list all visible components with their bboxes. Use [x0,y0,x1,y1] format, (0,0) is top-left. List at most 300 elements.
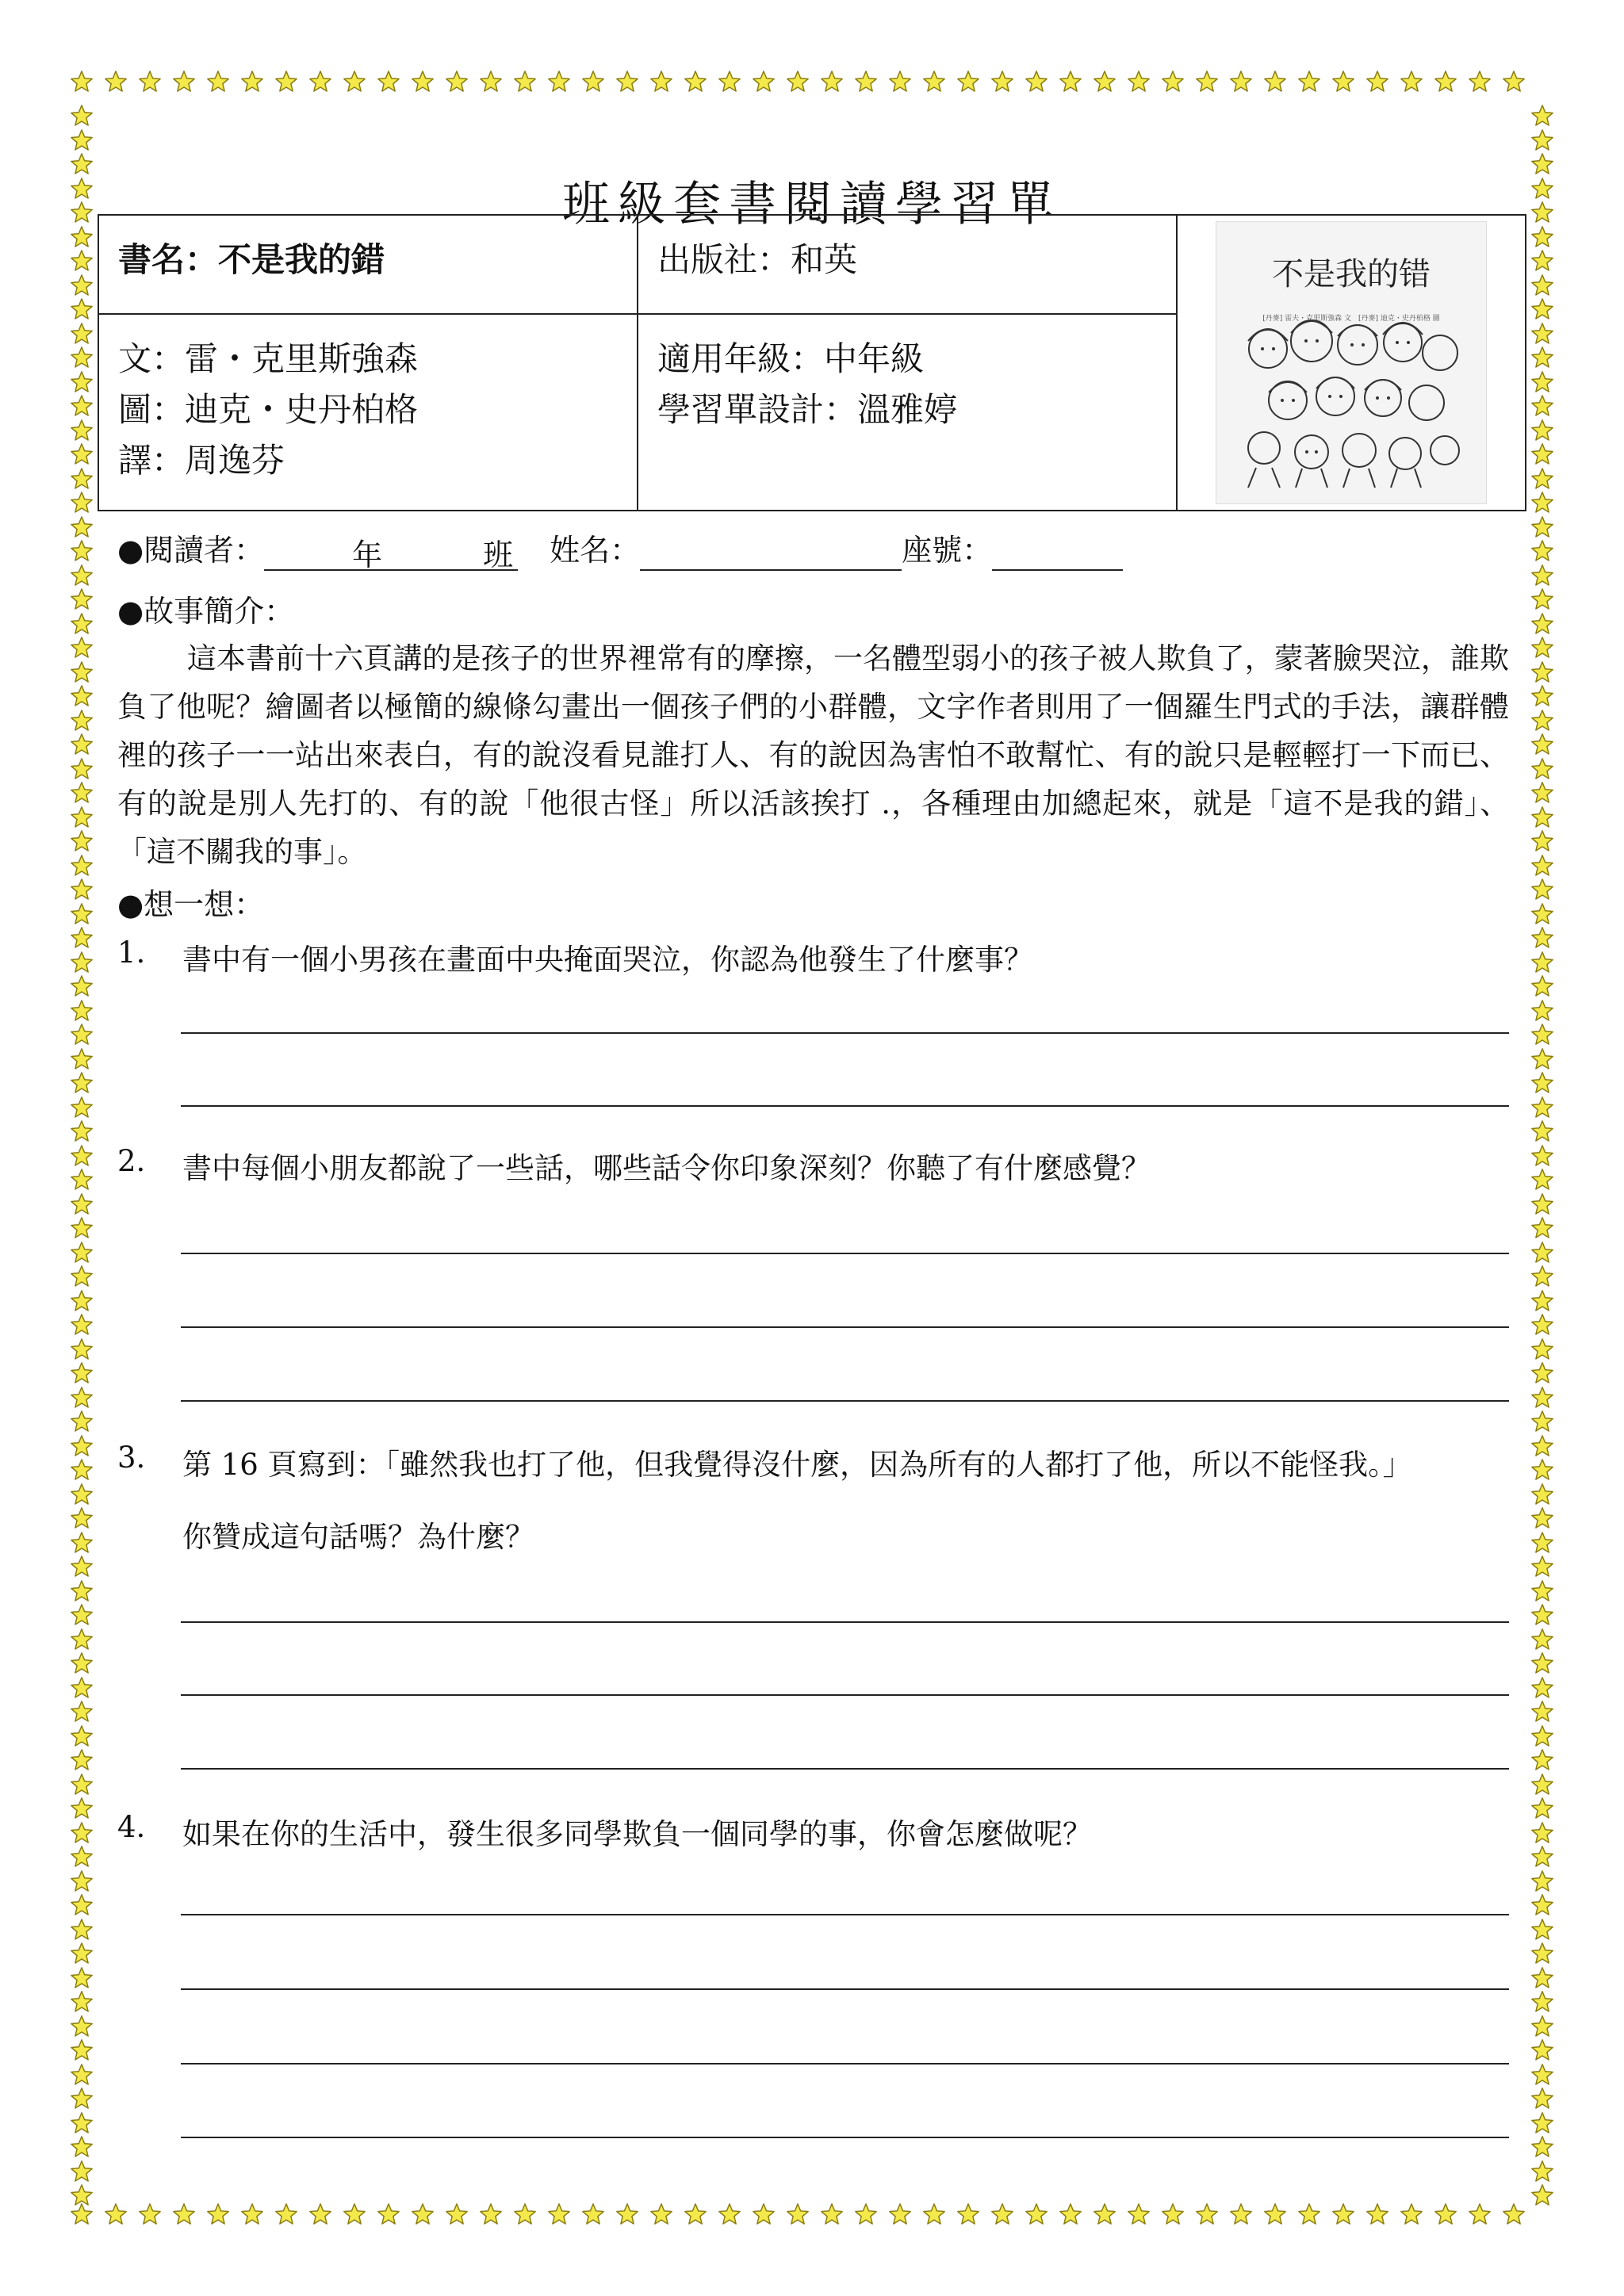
star-icon [1530,951,1554,974]
book-cover-image [1216,221,1487,504]
star-icon [70,757,94,781]
star-icon [343,2202,366,2226]
star-icon [1530,612,1554,636]
star-icon [70,394,94,418]
seat-blank[interactable] [992,534,1123,571]
star-icon [172,2202,196,2226]
star-icon [1530,999,1554,1023]
star-icon [1229,2202,1253,2226]
answer-line[interactable] [181,1768,1509,1770]
star-icon [1530,2111,1554,2135]
star-icon [1530,1821,1554,1845]
star-icon [479,70,503,94]
star-icon [1530,660,1554,684]
star-icon [308,70,332,94]
star-icon [1530,1337,1554,1361]
star-icon [1530,2015,1554,2038]
answer-line[interactable] [181,1105,1509,1107]
star-icon [70,1869,94,1893]
star-icon [1530,1893,1554,1917]
star-icon [70,974,94,998]
star-icon [1530,1289,1554,1313]
star-icon [718,2202,741,2226]
star-icon [786,70,810,94]
star-icon [1530,1071,1554,1095]
star-icon [70,564,94,587]
star-icon [70,999,94,1023]
star-icon [1530,733,1554,756]
star-icon [70,1023,94,1047]
cover-title: 不是我的错 [1272,256,1431,293]
star-icon [70,2087,94,2110]
star-icon [1502,70,1526,94]
star-icon [206,2202,230,2226]
star-icon [1530,1555,1554,1578]
star-icon [1530,1966,1554,1990]
star-icon [718,70,741,94]
star-icon [1530,878,1554,901]
star-icon [1365,2202,1389,2226]
grade: 適用年級：中年級 [657,339,925,378]
star-icon [70,1724,94,1748]
star-icon [70,1361,94,1385]
star-icon [70,491,94,515]
star-icon [70,1990,94,2014]
star-icon [1530,370,1554,394]
star-icon [70,2111,94,2135]
star-icon [1530,829,1554,853]
star-icon [70,1192,94,1216]
reader-label: ●閱讀者： [117,533,265,568]
star-icon [70,1748,94,1772]
author: 文：雷・克里斯強森 [118,339,419,378]
star-icon [70,1651,94,1675]
star-icon [615,2202,639,2226]
star-icon [922,2202,946,2226]
star-icon [1530,902,1554,926]
answer-line[interactable] [181,1694,1509,1696]
star-icon [1127,70,1151,94]
star-icon [479,2202,503,2226]
star-icon [1530,1603,1554,1627]
question-text: 第 16 頁寫到：「雖然我也打了他，但我覺得沒什麼，因為所有的人都打了他，所以不能怪我。」 [182,1448,1412,1482]
star-icon [990,2202,1014,2226]
star-icon [70,2038,94,2062]
star-icon [1365,70,1389,94]
star-icon [513,70,537,94]
star-icon [1297,2202,1321,2226]
star-icon [1530,491,1554,515]
star-icon [70,539,94,563]
star-icon [70,370,94,394]
star-icon [70,1241,94,1265]
star-icon [343,70,366,94]
star-icon [70,2135,94,2159]
star-icon [820,2202,844,2226]
star-icon [1127,2202,1151,2226]
star-icon [581,2202,605,2226]
illustrator: 圖：迪克・史丹柏格 [118,390,419,429]
star-icon [1331,70,1355,94]
star-icon [70,1168,94,1192]
star-icon [1530,539,1554,563]
star-icon [70,1047,94,1071]
star-icon [70,1603,94,1627]
star-icon [1025,2202,1048,2226]
star-icon [1530,1434,1554,1458]
star-icon [1530,104,1554,128]
star-icon [1530,1700,1554,1724]
star-icon [1434,70,1457,94]
think-heading: ●想一想： [117,887,265,922]
star-icon [1025,70,1048,94]
star-icon [240,70,264,94]
star-icon [1530,442,1554,466]
star-icon [274,2202,298,2226]
star-icon [547,2202,571,2226]
star-icon [752,2202,776,2226]
star-icon [1530,1047,1554,1071]
star-icon [70,1555,94,1578]
answer-line[interactable] [181,1914,1509,1915]
star-icon [1530,1869,1554,1893]
star-icon [1530,684,1554,708]
star-icon [70,442,94,466]
star-icon [70,128,94,152]
star-icon [581,70,605,94]
grade-cell [638,314,1177,511]
star-icon [547,70,571,94]
star-icon [1195,70,1219,94]
star-icon [1331,2202,1355,2226]
star-icon [70,297,94,321]
star-icon [1530,709,1554,733]
star-icon [70,249,94,273]
star-icon [70,926,94,950]
star-icon [104,70,128,94]
star-icon [1530,1628,1554,1651]
star-icon [1530,1845,1554,1869]
star-icon [1502,2202,1526,2226]
star-icon [1530,1458,1554,1482]
star-icon [956,2202,980,2226]
star-icon [70,733,94,756]
star-icon [1530,1192,1554,1216]
year-label: 年 [343,534,391,571]
star-icon [1530,1531,1554,1555]
star-icon [70,902,94,926]
star-icon [104,2202,128,2226]
question-text-2: 你贊成這句話嗎？為什麼？ [182,1520,534,1554]
star-icon [1530,1579,1554,1603]
answer-line[interactable] [181,1988,1509,1990]
star-icon [70,322,94,346]
answer-line[interactable] [181,2137,1509,2138]
star-icon [70,636,94,660]
book-cover-cell [1177,215,1526,511]
star-icon [752,70,776,94]
star-icon [1530,2087,1554,2110]
star-icon [70,1144,94,1168]
star-icon [70,951,94,974]
class-blank[interactable] [391,534,478,571]
star-icon [206,70,230,94]
name-label: 姓名： [550,533,641,568]
answer-line[interactable] [181,1032,1509,1034]
star-icon [70,854,94,878]
star-icon [1530,781,1554,805]
star-icon [70,2160,94,2183]
star-icon [172,70,196,94]
star-icon [513,2202,537,2226]
seat-label: 座號： [902,533,993,568]
star-icon [1263,70,1287,94]
star-icon [308,2202,332,2226]
star-icon [1530,1748,1554,1772]
star-icon [70,2063,94,2087]
question-number: 4. [117,1810,146,1844]
star-icon [1263,2202,1287,2226]
star-icon [1530,1241,1554,1265]
star-icon [1530,1918,1554,1942]
star-icon [240,2202,264,2226]
star-icon [138,2202,162,2226]
star-icon [70,1458,94,1482]
star-icon [70,1096,94,1119]
star-icon [1530,1144,1554,1168]
star-icon [70,1506,94,1530]
star-icon [1400,70,1423,94]
star-icon [70,419,94,442]
star-icon [922,70,946,94]
star-icon [1297,70,1321,94]
star-icon [649,2202,673,2226]
star-icon [1530,1216,1554,1240]
star-icon [70,1289,94,1313]
star-icon [70,1386,94,1410]
star-icon [1530,2038,1554,2062]
star-icon [70,709,94,733]
publisher: 出版社：和英 [638,215,1177,314]
star-icon [70,1942,94,1965]
star-icon [1400,2202,1423,2226]
star-icon [649,70,673,94]
star-icon [70,1119,94,1143]
star-icon [684,2202,707,2226]
star-icon [990,70,1014,94]
star-icon [1530,1386,1554,1410]
star-icon [1530,274,1554,297]
star-icon [1530,757,1554,781]
question-text: 書中每個小朋友都說了一些話，哪些話令你印象深刻？你聽了有什麼感覺？ [182,1151,1151,1185]
cover-credit: [丹麥] 雷夫・克里斯強森 文 [丹麥] 迪克・史丹柏格 圖 [1262,315,1440,323]
star-icon [1468,70,1492,94]
star-icon [1530,322,1554,346]
star-icon [70,1313,94,1337]
star-icon [70,1676,94,1700]
star-icon [1530,2063,1554,2087]
star-icon [411,70,435,94]
star-icon [70,781,94,805]
star-icon [854,70,878,94]
intro-heading: ●故事簡介： [117,594,295,629]
star-icon [1530,1410,1554,1433]
star-icon [1530,1023,1554,1047]
star-icon [956,70,980,94]
star-icon [70,515,94,539]
star-icon [445,70,469,94]
star-icon [1530,1483,1554,1506]
answer-line[interactable] [181,1400,1509,1402]
star-icon [1530,346,1554,369]
star-icon [70,1700,94,1724]
answer-line[interactable] [181,1253,1509,1254]
star-icon [1093,70,1116,94]
star-icon [1093,2202,1116,2226]
star-icon [1530,854,1554,878]
star-icon [1530,1096,1554,1119]
star-icon [1530,1313,1554,1337]
star-icon [445,2202,469,2226]
star-icon [1530,1990,1554,2014]
star-icon [1530,2135,1554,2159]
star-icon [1530,1651,1554,1675]
star-icon [70,1893,94,1917]
star-icon [70,1216,94,1240]
intro-text: 這本書前十六頁講的是孩子的世界裡常有的摩擦，一名體型弱小的孩子被人欺負了，蒙著臉哭泣，誰欺負了他呢？繪圖者以極簡的線條勾畫出一個孩子們的小群體，文字作者則用了一個羅生門式的手法，讓群體裡的孩子一一站出來表白，有的說沒看見誰打人、有的說因為害怕不敢幫忙、有的說只是輕輕打一下而已、有的說是別人先打的、有的說「他很古怪」所以活該挨打 .，各種理由加總起來，就是「這不是我的錯」、「這不關我的事」。 [117,641,1509,869]
star-icon [70,1410,94,1433]
star-icon [1434,2202,1457,2226]
star-icon [1530,587,1554,611]
star-icon [684,70,707,94]
star-icon [70,587,94,611]
designer: 學習單設計：溫雅婷 [657,390,958,429]
star-icon [1530,1724,1554,1748]
star-icon [377,70,400,94]
star-icon [1530,564,1554,587]
star-icon [70,1845,94,1869]
name-blank[interactable] [640,534,902,571]
star-icon [70,684,94,708]
star-icon [1059,2202,1082,2226]
star-icon [1059,70,1082,94]
star-icon [411,2202,435,2226]
star-icon [1530,128,1554,152]
star-icon [274,70,298,94]
star-icon [70,1579,94,1603]
star-icon [70,660,94,684]
star-icon [1530,1773,1554,1797]
question-number: 3. [117,1441,146,1475]
star-icon [1530,636,1554,660]
star-icon [70,1483,94,1506]
star-icon [70,1628,94,1651]
star-icon [70,467,94,491]
star-icon [1530,2160,1554,2183]
star-icon [70,1821,94,1845]
star-icon [70,346,94,369]
children-drawing-icon [1232,309,1470,492]
star-icon [70,806,94,829]
star-icon [70,104,94,128]
star-icon [1530,249,1554,273]
star-icon [70,1773,94,1797]
book-info-table [98,214,1526,511]
star-icon [1530,1168,1554,1192]
star-icon [70,1337,94,1361]
star-icon [70,1434,94,1458]
translator: 譯：周逸芬 [118,441,285,480]
star-icon [820,70,844,94]
star-icon [786,2202,810,2226]
book-name: 書名：不是我的錯 [98,215,638,314]
star-icon [1530,394,1554,418]
answer-line[interactable] [181,1621,1509,1623]
star-icon [70,1966,94,1990]
star-icon [1530,1942,1554,1965]
star-icon [1530,974,1554,998]
star-icon [1530,515,1554,539]
star-icon [70,1918,94,1942]
star-icon [70,2015,94,2038]
star-icon [70,878,94,901]
star-icon [377,2202,400,2226]
star-icon [1530,1797,1554,1820]
question-number: 1. [117,936,146,970]
star-icon [1530,1676,1554,1700]
star-icon [70,70,94,94]
star-icon [70,1531,94,1555]
question-text: 如果在你的生活中，發生很多同學欺負一個同學的事，你會怎麼做呢？ [182,1817,1092,1851]
year-blank[interactable] [264,534,343,571]
star-icon [70,2183,94,2207]
star-icon [615,70,639,94]
star-icon [1530,926,1554,950]
question-number: 2. [117,1144,146,1178]
star-icon [1161,2202,1185,2226]
star-icon [854,2202,878,2226]
star-icon [1161,70,1185,94]
star-icon [70,612,94,636]
star-icon [70,1797,94,1820]
star-icon [1530,1361,1554,1385]
star-icon [70,1265,94,1288]
star-icon [888,70,912,94]
star-icon [1530,806,1554,829]
star-icon [1195,2202,1219,2226]
page-title: 班級套書閱讀學習單 [562,177,1062,233]
star-icon [1530,467,1554,491]
star-icon [1530,419,1554,442]
star-icon [888,2202,912,2226]
star-icon [1229,70,1253,94]
star-icon [1530,297,1554,321]
star-icon [1468,2202,1492,2226]
class-label: 班 [478,534,518,571]
reader-line [117,530,1123,571]
star-icon [70,274,94,297]
star-icon [1530,2183,1554,2207]
star-icon [138,70,162,94]
star-icon [1530,1265,1554,1288]
credits-cell [98,314,638,511]
star-icon [70,829,94,853]
star-icon [1530,1506,1554,1530]
star-icon [70,1071,94,1095]
answer-line[interactable] [181,1326,1509,1328]
star-icon [1530,1119,1554,1143]
answer-line[interactable] [181,2063,1509,2064]
